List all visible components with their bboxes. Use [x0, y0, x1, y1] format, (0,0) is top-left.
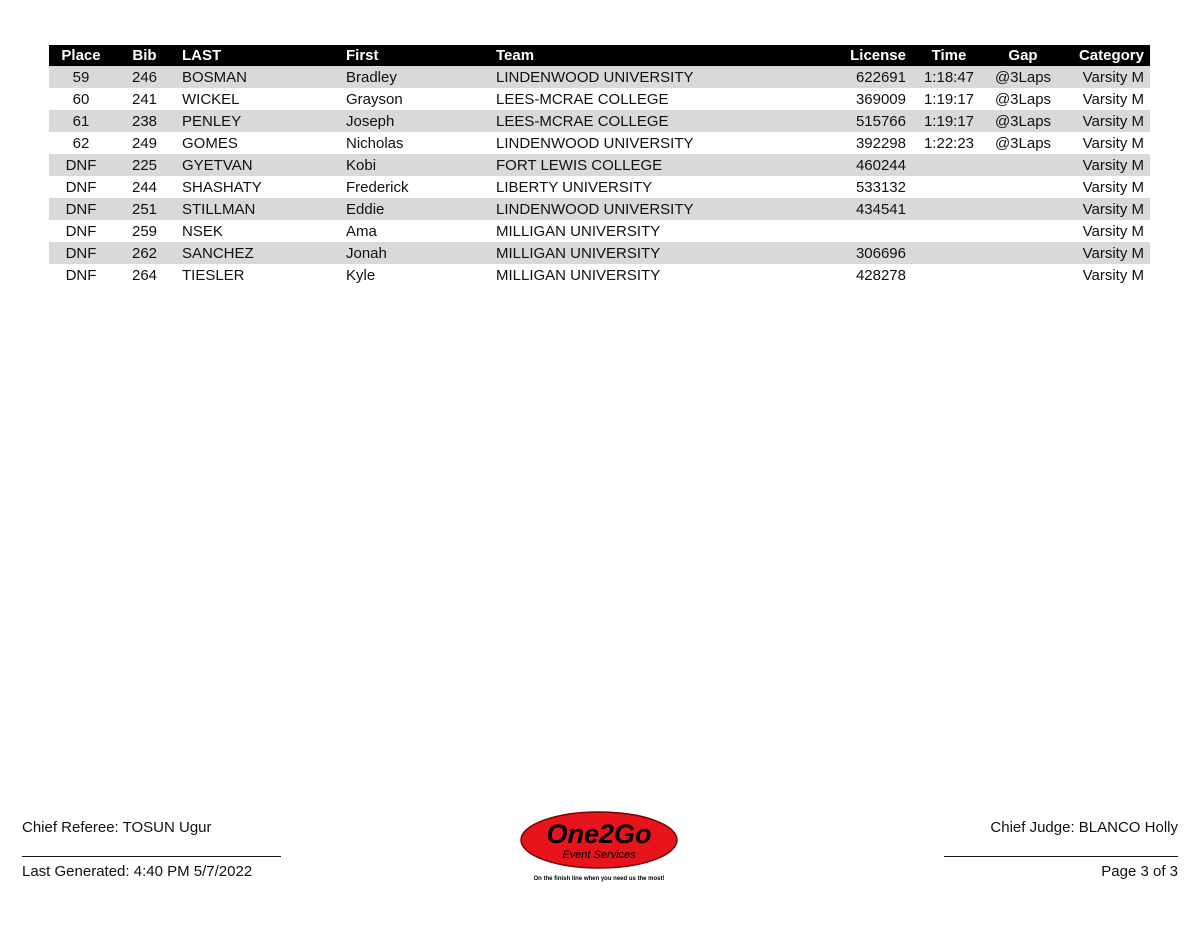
cell-place: DNF: [49, 242, 113, 264]
cell-license: 434541: [820, 198, 912, 220]
cell-first-name: Kyle: [346, 266, 376, 284]
cell-category: Varsity M: [1082, 222, 1144, 240]
cell-bib: 259: [131, 222, 158, 240]
cell-last-name: GYETVAN: [176, 154, 340, 176]
table-row: [49, 242, 1150, 264]
table-row: [49, 154, 1150, 176]
cell-first-name: Joseph: [340, 110, 490, 132]
cell-category: Varsity M: [1060, 242, 1150, 264]
logo-subtitle: Event Services: [562, 849, 636, 861]
cell-place: DNF: [65, 178, 97, 196]
cell-gap: [986, 242, 1060, 264]
cell-license: 460244: [820, 154, 912, 176]
cell-license: 306696: [820, 242, 912, 264]
cell-time: 1:18:47: [912, 66, 986, 88]
cell-place: 62: [72, 134, 90, 152]
cell-category: Varsity M: [1082, 134, 1144, 152]
cell-team: LINDENWOOD UNIVERSITY: [496, 134, 694, 152]
cell-team: MILLIGAN UNIVERSITY: [496, 266, 661, 284]
cell-first-name: Eddie: [340, 198, 490, 220]
referee-signature-line: [22, 856, 281, 857]
cell-gap: [986, 220, 1060, 242]
cell-gap: @3Laps: [986, 110, 1060, 132]
cell-last-name: SHASHATY: [182, 178, 262, 196]
col-header-category: Category: [1060, 45, 1150, 66]
cell-last-name: TIESLER: [182, 266, 245, 284]
cell-license: 428278: [855, 266, 906, 284]
cell-license: 392298: [855, 134, 906, 152]
col-header-place: Place: [49, 45, 113, 66]
cell-last-name: PENLEY: [176, 110, 340, 132]
cell-time: [912, 198, 986, 220]
cell-place: DNF: [49, 154, 113, 176]
cell-bib: 238: [113, 110, 176, 132]
table-row: [49, 66, 1150, 88]
cell-team: LEES-MCRAE COLLEGE: [490, 110, 820, 132]
table-row: [49, 88, 1150, 110]
page-number: Page 3 of 3: [1101, 863, 1178, 880]
logo-tagline: On the finish line when you need us the most!: [533, 876, 665, 882]
cell-time: [912, 220, 986, 242]
cell-bib: 264: [131, 266, 158, 284]
table-row: [49, 132, 1150, 154]
cell-category: Varsity M: [1082, 90, 1144, 108]
cell-last-name: WICKEL: [182, 90, 240, 108]
col-header-license: License: [820, 45, 912, 66]
cell-license: 533132: [855, 178, 906, 196]
cell-gap: @3Laps: [994, 90, 1052, 108]
cell-gap: [986, 154, 1060, 176]
cell-last-name: SANCHEZ: [176, 242, 340, 264]
cell-category: Varsity M: [1082, 266, 1144, 284]
cell-bib: 249: [131, 134, 158, 152]
cell-place: DNF: [65, 266, 97, 284]
cell-first-name: Nicholas: [346, 134, 404, 152]
cell-last-name: BOSMAN: [176, 66, 340, 88]
table-row: [49, 110, 1150, 132]
cell-gap: [986, 198, 1060, 220]
cell-team: FORT LEWIS COLLEGE: [490, 154, 820, 176]
cell-team: MILLIGAN UNIVERSITY: [490, 242, 820, 264]
cell-last-name: NSEK: [182, 222, 223, 240]
cell-last-name: GOMES: [182, 134, 238, 152]
cell-time: 1:22:23: [923, 134, 975, 152]
results-body: [49, 66, 1150, 286]
table-row: [49, 176, 1150, 198]
cell-first-name: Frederick: [346, 178, 409, 196]
cell-license: 515766: [820, 110, 912, 132]
col-header-time: Time: [912, 45, 986, 66]
cell-place: 60: [72, 90, 90, 108]
cell-time: 1:19:17: [923, 90, 975, 108]
cell-place: DNF: [49, 198, 113, 220]
col-header-gap: Gap: [986, 45, 1060, 66]
cell-gap: [986, 176, 1060, 198]
cell-first-name: Kobi: [340, 154, 490, 176]
cell-bib: 246: [113, 66, 176, 88]
cell-first-name: Jonah: [340, 242, 490, 264]
cell-time: 1:19:17: [912, 110, 986, 132]
cell-license: 369009: [855, 90, 906, 108]
cell-bib: 244: [131, 178, 158, 196]
logo-name: One2Go: [546, 819, 652, 849]
cell-bib: 225: [113, 154, 176, 176]
cell-bib: 262: [113, 242, 176, 264]
cell-team: LINDENWOOD UNIVERSITY: [490, 198, 820, 220]
col-header-bib: Bib: [113, 45, 176, 66]
cell-category: Varsity M: [1060, 110, 1150, 132]
chief-judge: Chief Judge: BLANCO Holly: [990, 819, 1178, 836]
cell-team: LINDENWOOD UNIVERSITY: [490, 66, 820, 88]
col-header-first: First: [340, 45, 490, 66]
table-row: [49, 220, 1150, 242]
col-header-last: LAST: [176, 45, 340, 66]
cell-gap: @3Laps: [986, 66, 1060, 88]
cell-bib: 251: [113, 198, 176, 220]
cell-place: DNF: [65, 222, 97, 240]
results-table: [49, 45, 1150, 286]
cell-gap: @3Laps: [994, 134, 1052, 152]
cell-time: [912, 176, 986, 198]
cell-first-name: Bradley: [340, 66, 490, 88]
cell-time: [912, 154, 986, 176]
cell-bib: 241: [131, 90, 158, 108]
cell-license: [820, 220, 912, 242]
cell-gap: [986, 264, 1060, 286]
table-header-row: [49, 45, 1150, 66]
col-header-team: Team: [490, 45, 820, 66]
table-row: [49, 264, 1150, 286]
judge-signature-line: [944, 856, 1178, 857]
cell-category: Varsity M: [1060, 66, 1150, 88]
cell-team: LEES-MCRAE COLLEGE: [496, 90, 669, 108]
cell-category: Varsity M: [1060, 154, 1150, 176]
cell-time: [912, 242, 986, 264]
cell-first-name: Grayson: [346, 90, 403, 108]
one2go-logo: [519, 811, 681, 885]
cell-first-name: Ama: [346, 222, 377, 240]
last-generated: Last Generated: 4:40 PM 5/7/2022: [22, 863, 253, 880]
cell-category: Varsity M: [1060, 198, 1150, 220]
cell-last-name: STILLMAN: [176, 198, 340, 220]
cell-team: LIBERTY UNIVERSITY: [496, 178, 653, 196]
cell-team: MILLIGAN UNIVERSITY: [496, 222, 661, 240]
cell-time: [912, 264, 986, 286]
cell-category: Varsity M: [1082, 178, 1144, 196]
chief-referee: Chief Referee: TOSUN Ugur: [22, 819, 212, 836]
table-row: [49, 198, 1150, 220]
cell-license: 622691: [820, 66, 912, 88]
cell-place: 59: [49, 66, 113, 88]
cell-place: 61: [49, 110, 113, 132]
